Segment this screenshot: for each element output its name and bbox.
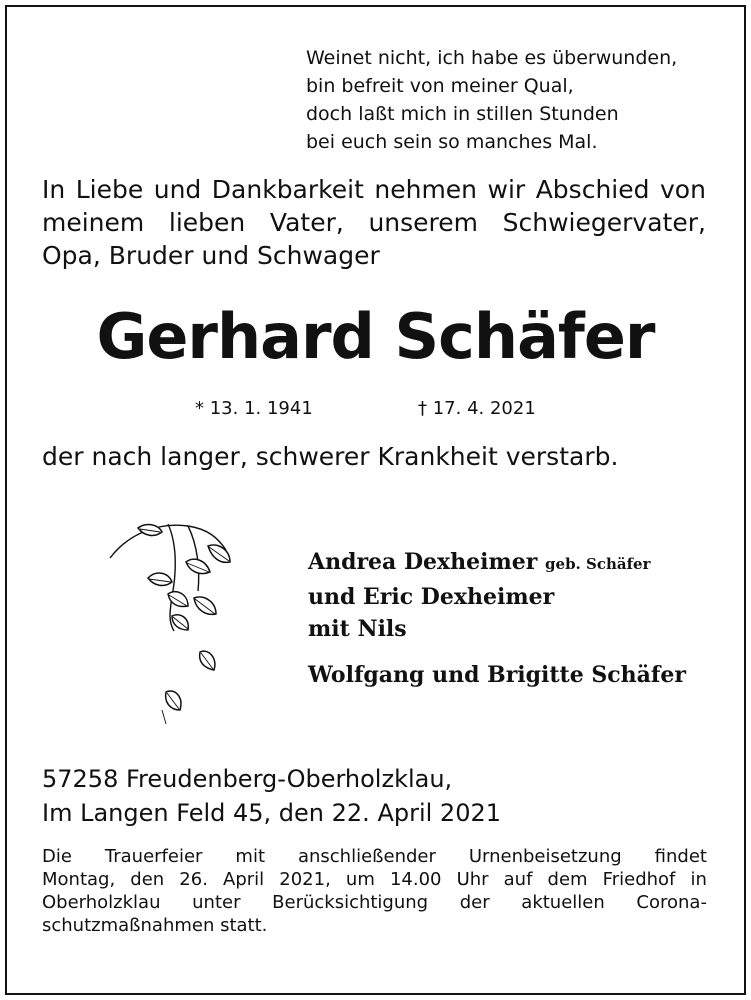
poem — [306, 44, 677, 156]
falling-leaves-illustration — [108, 516, 238, 730]
word: Liebe — [75, 175, 144, 204]
notice-line-3 — [42, 891, 707, 914]
word: Die — [42, 846, 72, 867]
word: unter — [192, 892, 241, 913]
word: in — [690, 869, 707, 890]
word: Oberholzklau — [42, 892, 161, 913]
birth-date: * 13. 1. 1941 — [195, 398, 313, 419]
word: 26. — [179, 869, 208, 890]
word: Vater, — [269, 208, 344, 237]
word: der — [459, 892, 490, 913]
word: nehmen — [374, 175, 478, 204]
word: 2021, — [279, 869, 331, 890]
word: wir — [487, 175, 526, 204]
family-line-3: mit Nils — [308, 616, 407, 642]
word: von — [660, 175, 706, 204]
intro-text — [42, 173, 706, 272]
word: um — [345, 869, 375, 890]
word: Urnenbeisetzung — [468, 846, 622, 867]
word: Corona- — [636, 892, 707, 913]
deceased-name: Gerhard Schäfer — [96, 300, 655, 373]
word: mit — [235, 846, 265, 867]
poem-line: bin befreit von meiner Qual, — [306, 75, 574, 97]
word: und — [153, 175, 202, 204]
address-line-1: 57258 Freudenberg-Oberholzklau, — [42, 765, 453, 793]
word: April — [223, 869, 265, 890]
poem-line: doch laßt mich in stillen Stunden — [306, 103, 619, 125]
notice-line-1 — [42, 845, 707, 868]
cause-of-death: der nach langer, schwerer Krankheit verstarb. — [42, 442, 619, 471]
notice-line-4: schutzmaßnahmen statt. — [42, 915, 268, 936]
word: anschließender — [297, 846, 436, 867]
word: lieben — [168, 208, 246, 237]
intro-line-2 — [42, 206, 706, 239]
poem-line: Weinet nicht, ich habe es überwunden, — [306, 47, 678, 69]
word: dem — [547, 869, 588, 890]
poem-line: bei euch sein so manches Mal. — [306, 131, 598, 153]
family-line-1 — [308, 549, 651, 575]
maiden-name: geb. Schäfer — [545, 555, 651, 573]
funeral-notice — [42, 845, 707, 937]
word: Uhr — [456, 869, 489, 890]
intro-line-3: Opa, Bruder und Schwager — [42, 241, 380, 270]
family-line-2: und Eric Dexheimer — [308, 584, 555, 610]
word: In — [42, 175, 66, 204]
address-line-2: Im Langen Feld 45, den 22. April 2021 — [42, 799, 501, 827]
word: 14.00 — [389, 869, 442, 890]
family-line-4: Wolfgang und Brigitte Schäfer — [308, 662, 686, 688]
word: Trauerfeier — [104, 846, 203, 867]
notice-line-2 — [42, 868, 707, 891]
word: meinem — [42, 208, 145, 237]
word: Dankbarkeit — [211, 175, 364, 204]
death-date: † 17. 4. 2021 — [418, 398, 536, 419]
word: Schwiegervater, — [502, 208, 706, 237]
word: Berücksichtigung — [272, 892, 429, 913]
word: Montag, — [42, 869, 116, 890]
word: Abschied — [535, 175, 650, 204]
family-member-name: Andrea Dexheimer — [308, 549, 538, 575]
word: Friedhof — [602, 869, 676, 890]
word: findet — [654, 846, 707, 867]
intro-line-1 — [42, 173, 706, 206]
word: auf — [503, 869, 533, 890]
word: unserem — [368, 208, 479, 237]
word: den — [130, 869, 165, 890]
word: aktuellen — [521, 892, 605, 913]
